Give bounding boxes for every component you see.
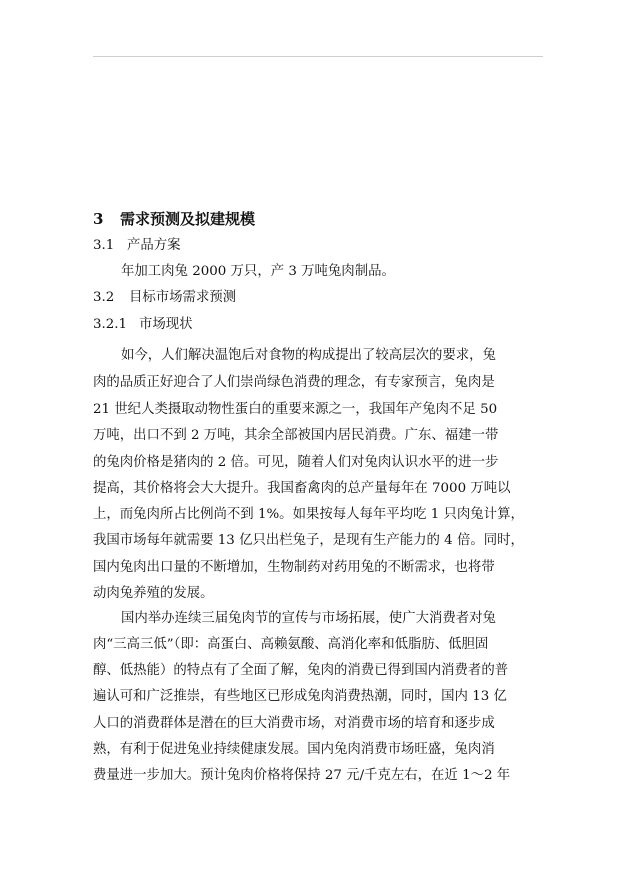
paragraph1-line: 肉的品质正好迎合了人们崇尚绿色消费的理念，有专家预言，兔肉是 <box>93 375 495 390</box>
section-title: 需求预测及拟建规模 <box>120 210 256 228</box>
paragraph1-line: 万吨，出口不到 2 万吨，其余全部被国内居民消费。广东、福建一带 <box>93 428 499 443</box>
product-plan-text: 年加工肉兔 2000 万只，产 3 万吨兔肉制品。 <box>121 264 395 279</box>
paragraph2-line: 熟，有利于促进兔业持续健康发展。国内兔肉消费市场旺盛，兔肉消 <box>93 742 495 757</box>
paragraph1-line: 21 世纪人类摄取动物性蛋白的重要来源之一，我国年产兔肉不足 50 <box>93 402 498 417</box>
subsection-number: 3.2 <box>93 290 115 305</box>
paragraph1-line: 提高，其价格将会大大提升。我国畜禽肉的总产量每年在 7000 万吨以 <box>93 481 511 496</box>
section-heading <box>93 210 255 228</box>
paragraph2-line: 人口的消费群体是潜在的巨大消费市场，对消费市场的培育和逐步成 <box>93 716 495 731</box>
paragraph1-line: 上，而兔肉所占比例尚不到 1%。如果按每人每年平均吃 1 只肉兔计算， <box>93 507 524 522</box>
subsection-number: 3.2.1 <box>93 317 128 332</box>
paragraph1-line: 国内兔肉出口量的不断增加，生物制药对药用兔的不断需求，也将带 <box>93 560 495 575</box>
paragraph1-line: 如今，人们解决温饱后对食物的构成提出了较高层次的要求，兔 <box>121 348 496 363</box>
paragraph2-line: 遍认可和广泛推崇，有些地区已形成兔肉消费热潮，同时，国内 13 亿 <box>93 689 507 704</box>
paragraph1-line: 的兔肉价格是猪肉的 2 倍。可见，随着人们对兔肉认识水平的进一步 <box>93 455 499 470</box>
paragraph2-line: 肉“三高三低”（即：高蛋白、高赖氨酸、高消化率和低脂肪、低胆固 <box>93 637 489 652</box>
section-number: 3 <box>93 210 104 228</box>
paragraph1-line: 动肉兔养殖的发展。 <box>93 586 214 601</box>
subsection-3-2 <box>93 290 236 306</box>
paragraph2-line: 费量进一步加大。预计兔肉价格将保持 27 元/千克左右，在近 1～2 年 <box>93 768 511 783</box>
subsection-title: 市场现状 <box>139 317 193 332</box>
subsection-number: 3.1 <box>93 238 115 253</box>
paragraph2-line: 国内举办连续三届兔肉节的宣传与市场拓展，使广大消费者对兔 <box>121 611 496 626</box>
subsection-3-1 <box>93 238 181 254</box>
subsection-title: 产品方案 <box>127 238 181 253</box>
paragraph1-line: 我国市场每年就需要 13 亿只出栏兔子，是现有生产能力的 4 倍。同时， <box>93 533 524 548</box>
paragraph2-line: 醇、低热能）的特点有了全面了解，兔肉的消费已得到国内消费者的普 <box>93 663 509 678</box>
subsection-title: 目标市场需求预测 <box>129 290 237 305</box>
subsection-3-2-1 <box>93 317 193 333</box>
header-rule <box>93 56 543 57</box>
